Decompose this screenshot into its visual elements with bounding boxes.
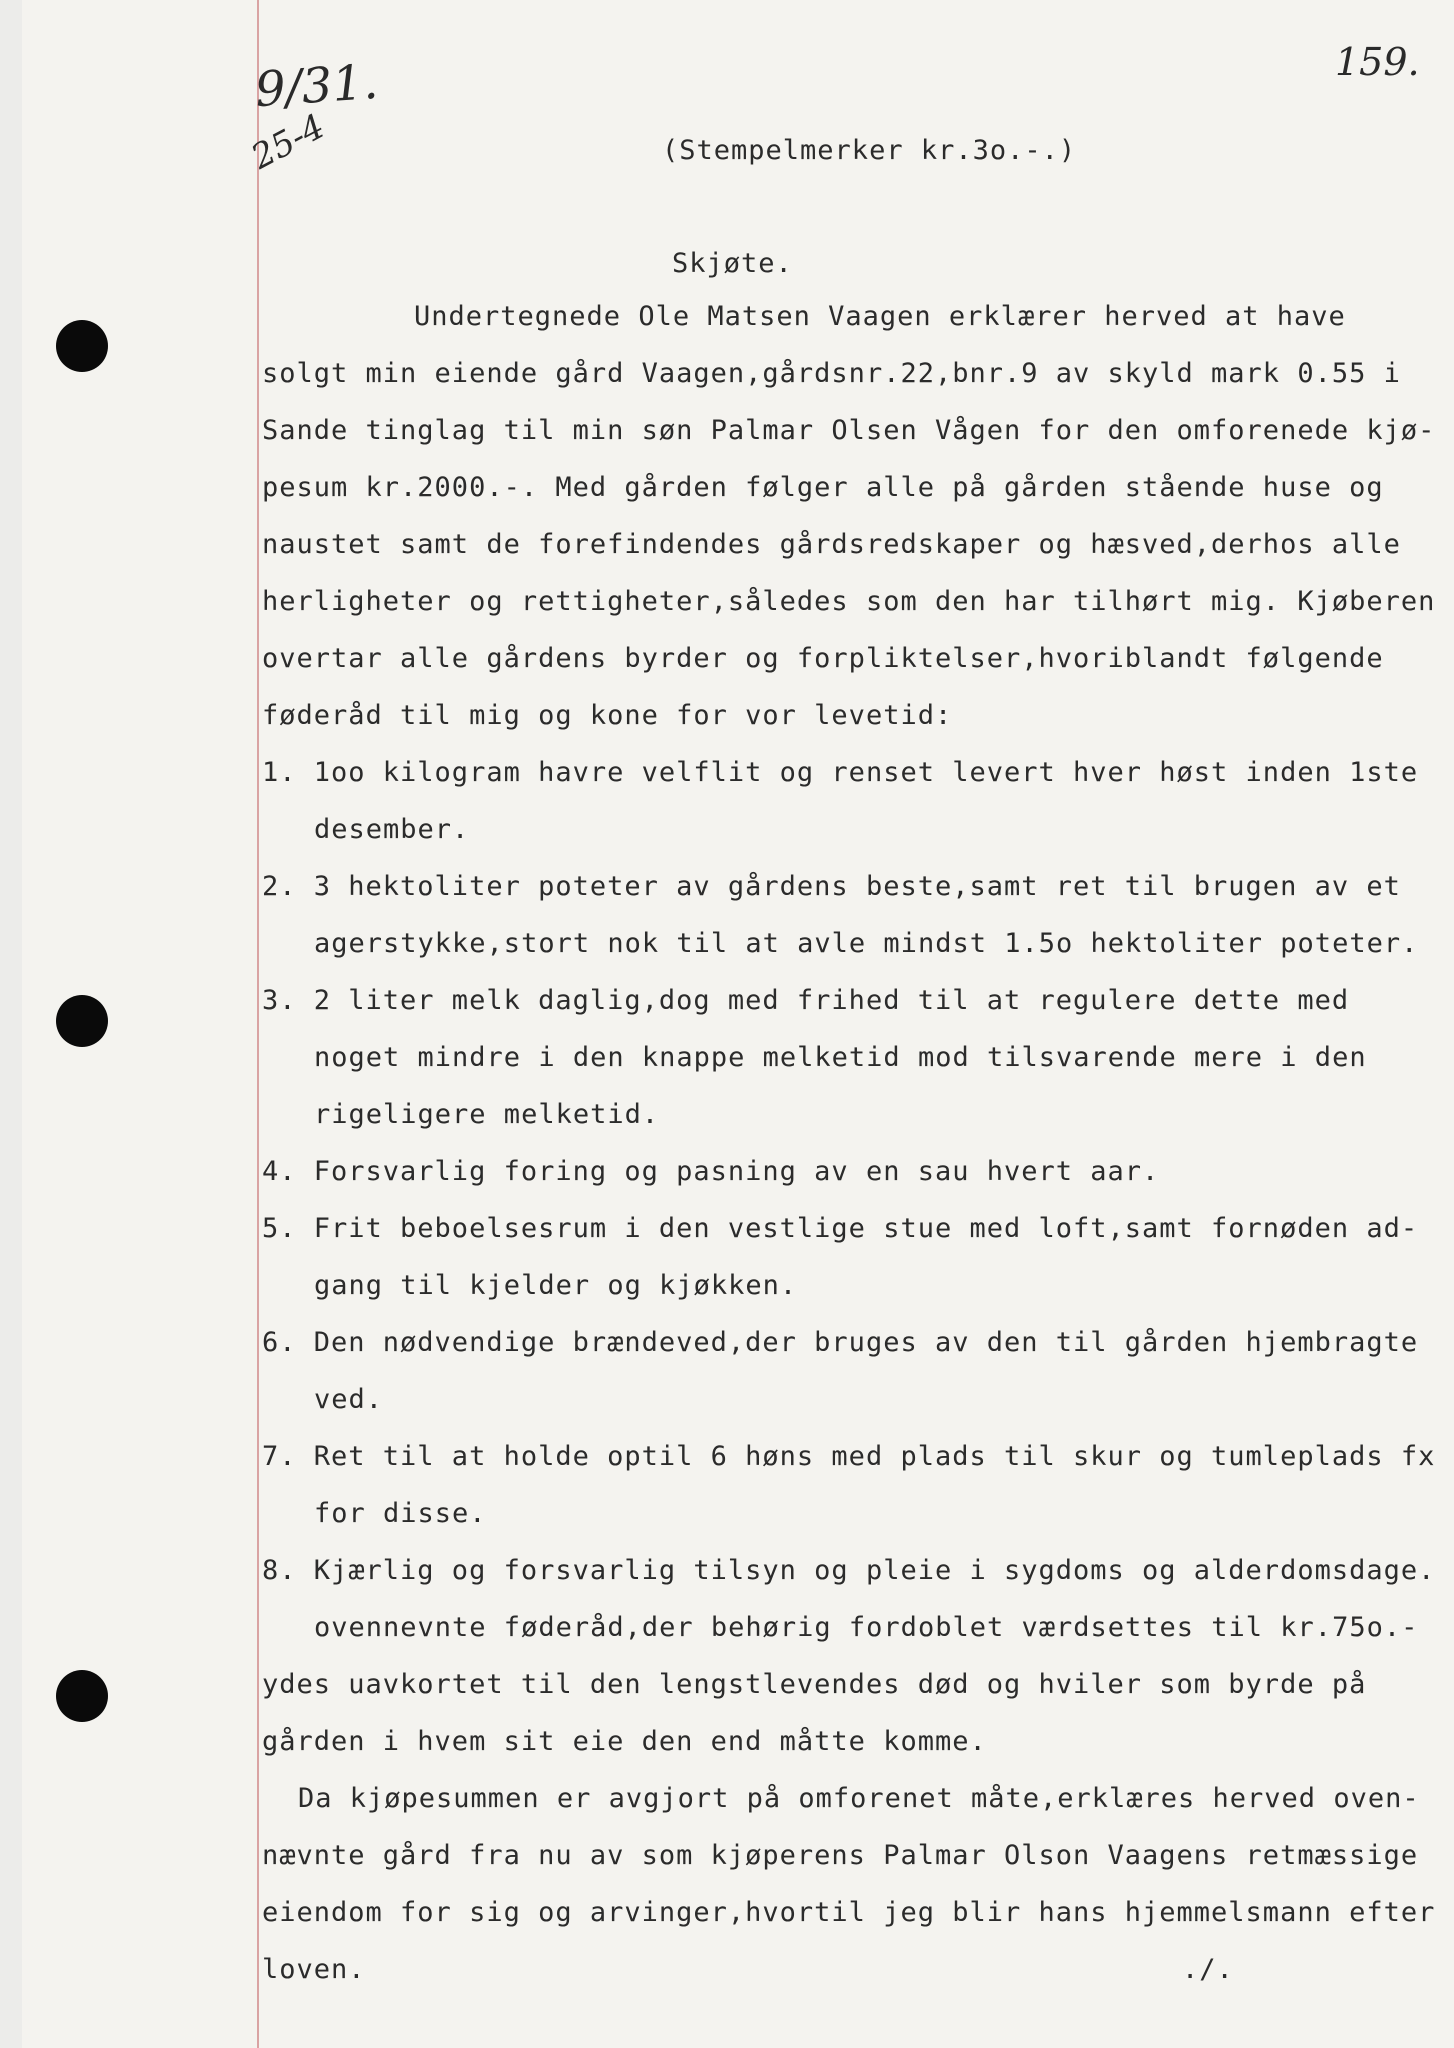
body-line: loven. <box>262 1954 366 1985</box>
body-line: solgt min eiende gård Vaagen,gårdsnr.22,bnr.9 av skyld mark 0.55 i <box>262 358 1401 389</box>
page-number: 159. <box>1335 40 1420 84</box>
body-line: ovennevnte føderåd,der behørig fordoblet værdsettes til kr.75o.- <box>314 1612 1419 1643</box>
list-item: 6. Den nødvendige brændeved,der bruges av den til gården hjembragte <box>262 1327 1419 1358</box>
document-title: Skjøte. <box>672 248 793 279</box>
body-line: naustet samt de forefindendes gårdsredskaper og hæsved,derhos alle <box>262 529 1401 560</box>
body-line: Undertegnede Ole Matsen Vaagen erklærer herved at have <box>414 301 1346 332</box>
body-line: Da kjøpesummen er avgjort på omforenet måte,erklæres herved oven- <box>298 1783 1420 1814</box>
list-item-continuation: ved. <box>314 1384 384 1415</box>
list-item: 8. Kjærlig og forsvarlig tilsyn og pleie i sygdoms og alderdomsdage. <box>262 1555 1436 1586</box>
list-item: 1. 1oo kilogram havre velflit og renset levert hver høst inden 1ste <box>262 757 1419 788</box>
list-item: 3. 2 liter melk daglig,dog med frihed til at regulere dette med <box>262 985 1350 1016</box>
body-line: pesum kr.2000.-. Med gården følger alle på gården stående huse og <box>262 472 1384 503</box>
punch-hole-top <box>56 320 108 372</box>
list-item: 5. Frit beboelsesrum i den vestlige stue med loft,samt fornøden ad- <box>262 1213 1419 1244</box>
punch-hole-bottom <box>56 1670 108 1722</box>
punch-hole-middle <box>56 995 108 1047</box>
list-item-continuation: agerstykke,stort nok til at avle mindst 1.5o hektoliter poteter. <box>314 928 1419 959</box>
body-line: herligheter og rettigheter,således som den har tilhørt mig. Kjøberen <box>262 586 1436 617</box>
list-item: 7. Ret til at holde optil 6 høns med plads til skur og tumleplads fx <box>262 1441 1436 1472</box>
list-item: 4. Forsvarlig foring og pasning av en sau hvert aar. <box>262 1156 1160 1187</box>
list-item: 2. 3 hektoliter poteter av gårdens beste,samt ret til brugen av et <box>262 871 1401 902</box>
body-line: gården i hvem sit eie den end måtte komme. <box>262 1726 987 1757</box>
continuation-mark: ./. <box>1182 1954 1234 1985</box>
list-item-continuation: desember. <box>314 814 470 845</box>
body-line: overtar alle gårdens byrder og forpliktelser,hvoriblandt følgende <box>262 643 1384 674</box>
list-item-continuation: for disse. <box>314 1498 487 1529</box>
body-line: nævnte gård fra nu av som kjøperens Palmar Olson Vaagens retmæssige <box>262 1840 1419 1871</box>
body-line: eiendom for sig og arvinger,hvortil jeg blir hans hjemmelsmann efter <box>262 1897 1436 1928</box>
margin-note-date: 9/31. <box>253 53 380 119</box>
stamp-note: (Stempelmerker kr.3o.-.) <box>662 135 1077 166</box>
list-item-continuation: rigeligere melketid. <box>314 1099 660 1130</box>
margin-rule <box>257 0 259 2048</box>
body-line: Sande tinglag til min søn Palmar Olsen Vågen for den omforenede kjø- <box>262 415 1436 446</box>
body-line: ydes uavkortet til den lengstlevendes død og hviler som byrde på <box>262 1669 1367 1700</box>
list-item-continuation: gang til kjelder og kjøkken. <box>314 1270 798 1301</box>
margin-note-day: 25-4 <box>245 106 332 178</box>
body-line: føderåd til mig og kone for vor levetid: <box>262 700 953 731</box>
list-item-continuation: noget mindre i den knappe melketid mod tilsvarende mere i den <box>314 1042 1367 1073</box>
